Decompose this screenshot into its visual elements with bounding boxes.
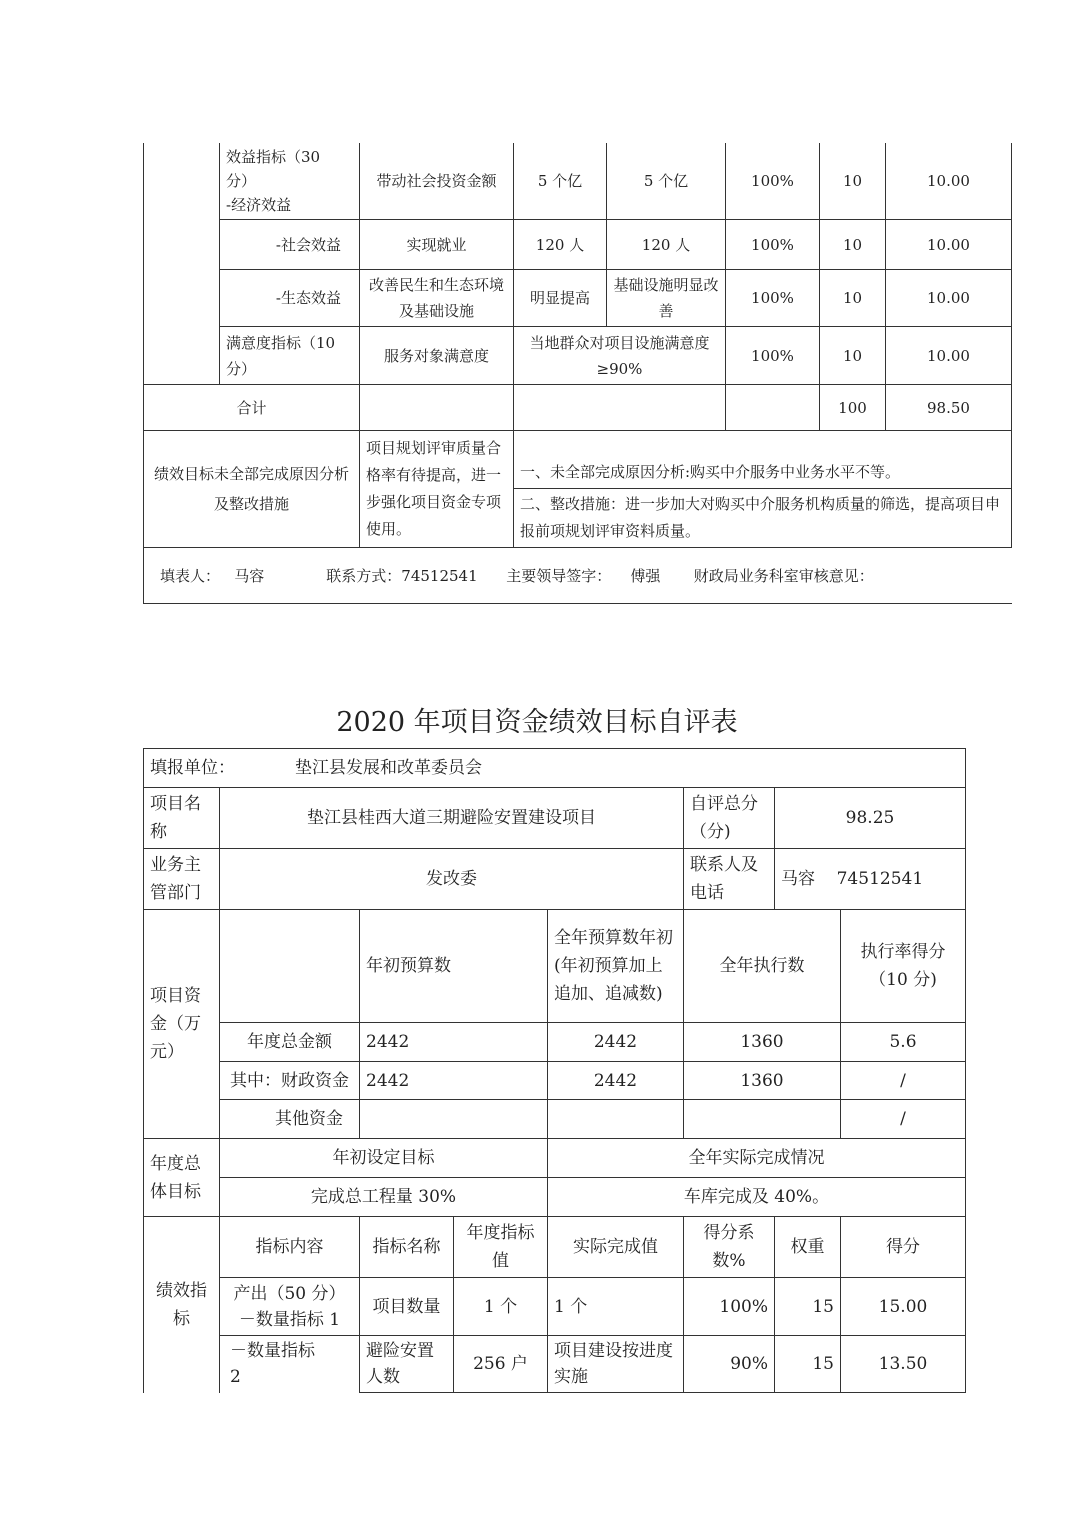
goal-plan-label: 年初设定目标 bbox=[220, 1139, 548, 1178]
fund-full: 2442 bbox=[548, 1062, 684, 1100]
unit-label: 填报单位： bbox=[150, 758, 235, 778]
fund-full: 2442 bbox=[548, 1023, 684, 1062]
project-name-label: 项目名称 bbox=[144, 788, 220, 849]
total-weight: 100 bbox=[820, 385, 886, 431]
rate-value: 100% bbox=[726, 270, 820, 327]
target-value: 120 人 bbox=[514, 220, 607, 270]
perf-target: 1 个 bbox=[454, 1278, 548, 1336]
score-value: 10.00 bbox=[886, 220, 1012, 270]
actual-value: 5 个亿 bbox=[607, 143, 726, 220]
perf-actual: 1 个 bbox=[548, 1278, 684, 1336]
form-footer: 填表人： 马容 联系方式：74512541 主要领导签字： 傅强 财政局业务科室审核意见： bbox=[144, 548, 1012, 604]
perf-content: 产出（50 分） －数量指标 1 bbox=[220, 1278, 360, 1336]
perf-header-name: 指标名称 bbox=[360, 1217, 454, 1278]
perf-weight: 15 bbox=[775, 1336, 841, 1393]
goal-plan: 完成总工程量 30% bbox=[220, 1178, 548, 1217]
perf-target: 256 户 bbox=[454, 1336, 548, 1393]
target-value: 明显提高 bbox=[514, 270, 607, 327]
rectification-measures: 二、整改措施：进一步加大对购买中介服务机构质量的筛选，提高项目申报前项规划评审资料质量。 bbox=[514, 489, 1012, 548]
fund-budget: 2442 bbox=[360, 1023, 548, 1062]
fund-score: / bbox=[841, 1100, 966, 1139]
perf-header-coef: 得分系数% bbox=[684, 1217, 775, 1278]
fund-exec bbox=[684, 1100, 841, 1139]
goal-actual: 车库完成及 40%。 bbox=[548, 1178, 966, 1217]
perf-header-target: 年度指标值 bbox=[454, 1217, 548, 1278]
weight-value: 10 bbox=[820, 143, 886, 220]
total-label: 合计 bbox=[144, 385, 360, 431]
project-name: 垫江县桂西大道三期避险安置建设项目 bbox=[220, 788, 684, 849]
contact-label: 联系人及电话 bbox=[684, 849, 775, 910]
self-score: 98.25 bbox=[775, 788, 966, 849]
target-actual-value: 当地群众对项目设施满意度≥90% bbox=[514, 327, 726, 385]
fund-score: 5.6 bbox=[841, 1023, 966, 1062]
self-evaluation-table bbox=[143, 748, 966, 1393]
perf-weight: 15 bbox=[775, 1278, 841, 1336]
perf-header-score: 得分 bbox=[841, 1217, 966, 1278]
indicator-name: 服务对象满意度 bbox=[360, 327, 514, 385]
dept-value: 发改委 bbox=[220, 849, 684, 910]
fund-exec: 1360 bbox=[684, 1062, 841, 1100]
blank-cell bbox=[360, 385, 514, 431]
blank-cell bbox=[726, 385, 820, 431]
total-score: 98.50 bbox=[886, 385, 1012, 431]
perf-coef: 90% bbox=[684, 1336, 775, 1393]
fund-budget: 2442 bbox=[360, 1062, 548, 1100]
rate-value: 100% bbox=[726, 143, 820, 220]
score-value: 10.00 bbox=[886, 143, 1012, 220]
fund-label: 项目资金（万元） bbox=[144, 910, 220, 1139]
perf-score: 15.00 bbox=[841, 1278, 966, 1336]
fund-header-score: 执行率得分（10 分) bbox=[841, 910, 966, 1023]
weight-value: 10 bbox=[820, 327, 886, 385]
fund-header-budget: 年初预算数 bbox=[360, 910, 548, 1023]
fund-row-label: 其中：财政资金 bbox=[220, 1062, 360, 1100]
weight-value: 10 bbox=[820, 270, 886, 327]
indicator-name: 带动社会投资金额 bbox=[360, 143, 514, 220]
reason-summary: 项目规划评审质量合格率有待提高，进一步强化项目资金专项使用。 bbox=[360, 431, 514, 548]
perf-header-content: 指标内容 bbox=[220, 1217, 360, 1278]
target-value: 5 个亿 bbox=[514, 143, 607, 220]
unit-row bbox=[144, 749, 966, 788]
unit-value: 垫江县发展和改革委员会 bbox=[295, 758, 482, 778]
blank-cell bbox=[220, 910, 360, 1023]
sub-indicator: 效益指标（30 分） -经济效益 bbox=[220, 143, 360, 220]
weight-value: 10 bbox=[820, 220, 886, 270]
perf-name: 项目数量 bbox=[360, 1278, 454, 1336]
perf-score: 13.50 bbox=[841, 1336, 966, 1393]
sub-indicator: 满意度指标（10 分） bbox=[220, 327, 360, 385]
perf-content: －数量指标 2 bbox=[220, 1336, 360, 1393]
rate-value: 100% bbox=[726, 220, 820, 270]
contact-value: 马容 74512541 bbox=[775, 849, 966, 910]
indicator-name: 改善民生和生态环境及基础设施 bbox=[360, 270, 514, 327]
goal-label: 年度总体目标 bbox=[144, 1139, 220, 1217]
fund-score: / bbox=[841, 1062, 966, 1100]
table-continued bbox=[143, 143, 1012, 604]
perf-coef: 100% bbox=[684, 1278, 775, 1336]
rate-value: 100% bbox=[726, 327, 820, 385]
fund-exec: 1360 bbox=[684, 1023, 841, 1062]
goal-actual-label: 全年实际完成情况 bbox=[548, 1139, 966, 1178]
page-title: 2020 年项目资金绩效目标自评表 bbox=[336, 707, 738, 738]
reason-label: 绩效目标未全部完成原因分析及整改措施 bbox=[144, 431, 360, 548]
self-score-label: 自评总分（分) bbox=[684, 788, 775, 849]
perf-header-actual: 实际完成值 bbox=[548, 1217, 684, 1278]
blank-cell bbox=[514, 385, 726, 431]
fund-header-full: 全年预算数年初(年初预算加上追加、追减数) bbox=[548, 910, 684, 1023]
fund-budget bbox=[360, 1100, 548, 1139]
fund-full bbox=[548, 1100, 684, 1139]
perf-name: 避险安置人数 bbox=[360, 1336, 454, 1393]
fund-header-exec: 全年执行数 bbox=[684, 910, 841, 1023]
fund-row-label: 年度总金额 bbox=[220, 1023, 360, 1062]
perf-label: 绩效指标 bbox=[144, 1217, 220, 1393]
blank-cell bbox=[144, 143, 220, 385]
sub-indicator: -社会效益 bbox=[220, 220, 360, 270]
perf-header-weight: 权重 bbox=[775, 1217, 841, 1278]
dept-label: 业务主管部门 bbox=[144, 849, 220, 910]
indicator-name: 实现就业 bbox=[360, 220, 514, 270]
fund-row-label: 其他资金 bbox=[220, 1100, 360, 1139]
score-value: 10.00 bbox=[886, 327, 1012, 385]
score-value: 10.00 bbox=[886, 270, 1012, 327]
actual-value: 基础设施明显改善 bbox=[607, 270, 726, 327]
reason-analysis: 一、未全部完成原因分析:购买中介服务中业务水平不等。 bbox=[514, 431, 1012, 489]
perf-actual: 项目建设按进度实施 bbox=[548, 1336, 684, 1393]
sub-indicator: -生态效益 bbox=[220, 270, 360, 327]
actual-value: 120 人 bbox=[607, 220, 726, 270]
